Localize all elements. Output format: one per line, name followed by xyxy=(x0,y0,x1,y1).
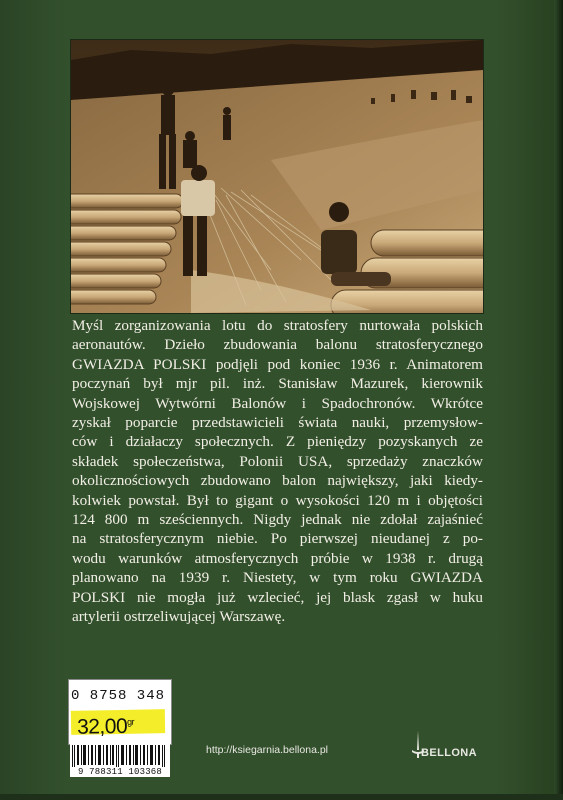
blurb-line: okolicznościowych zbudowano balon największy, jaki kiedy- xyxy=(72,472,483,490)
blurb-line: POLSKI nie mogła już wzlecieć, jej blask zgasł w huku xyxy=(72,588,483,606)
publisher-url[interactable]: http://ksiegarnia.bellona.pl xyxy=(206,744,328,756)
blurb-line: wodu warunków atmosferycznych próbie w 1938 r. drugą xyxy=(72,549,483,567)
blurb-line: Myśl zorganizowania lotu do stratosfery nurtowała polskich xyxy=(72,317,483,334)
price-value: 32,00 xyxy=(76,714,128,739)
blurb-line: aeronautów. Dzieło zbudowania balonu stratosferycznego xyxy=(72,336,483,354)
blurb-line: ców i działaczy społecznych. Z pieniędzy pozyskanych ze xyxy=(72,433,483,451)
sticker-code: 0 8758 348 xyxy=(71,688,166,704)
blurb-line: planowano na 1939 r. Niestety, w tym roku GWIAZDA xyxy=(72,569,483,587)
price-sticker xyxy=(68,679,172,745)
blurb-line: artylerii ostrzeliwującej Warszawę. xyxy=(72,608,286,626)
blurb-line: 124 800 m sześciennych. Nigdy jednak nie zdołał zajaśnieć xyxy=(72,511,483,529)
barcode-digits: 9 788311 103368 xyxy=(70,767,170,777)
blurb-line: Wojskowej Wytwórni Balonów i Spadochronów. Wkrótce xyxy=(72,394,483,412)
price-suffix: gr xyxy=(126,716,135,727)
isbn-barcode xyxy=(70,743,170,777)
cover-edge xyxy=(554,0,563,800)
blurb-line: zyskał poparcie przedstawicieli świata nauki, przemysłow- xyxy=(72,414,483,432)
blurb-line: na stratosferycznym niebie. Po pierwszej nieudanej z po- xyxy=(72,530,483,548)
blurb-line: składek społeczeństwa, Polonii USA, sprzedaży znaczków xyxy=(72,452,483,470)
blurb-line: GWIAZDA POLSKI podjęli pod koniec 1936 r. Animatorem xyxy=(72,355,483,373)
photo-illustration xyxy=(71,40,483,313)
publisher-name: BELLONA xyxy=(421,747,477,759)
blurb-line: poczynań był mjr pil. inż. Stanisław Mazurek, kierownik xyxy=(72,375,483,393)
blurb-line: kolwiek powstał. Był to gigant o wysokości 120 m i objętości xyxy=(72,491,483,509)
cover-photo xyxy=(71,40,483,313)
publisher-logo xyxy=(410,730,490,762)
barcode-icon xyxy=(72,745,168,767)
price-tag xyxy=(71,709,165,739)
cover-blurb xyxy=(72,316,483,627)
cover-edge-bottom xyxy=(0,794,563,800)
